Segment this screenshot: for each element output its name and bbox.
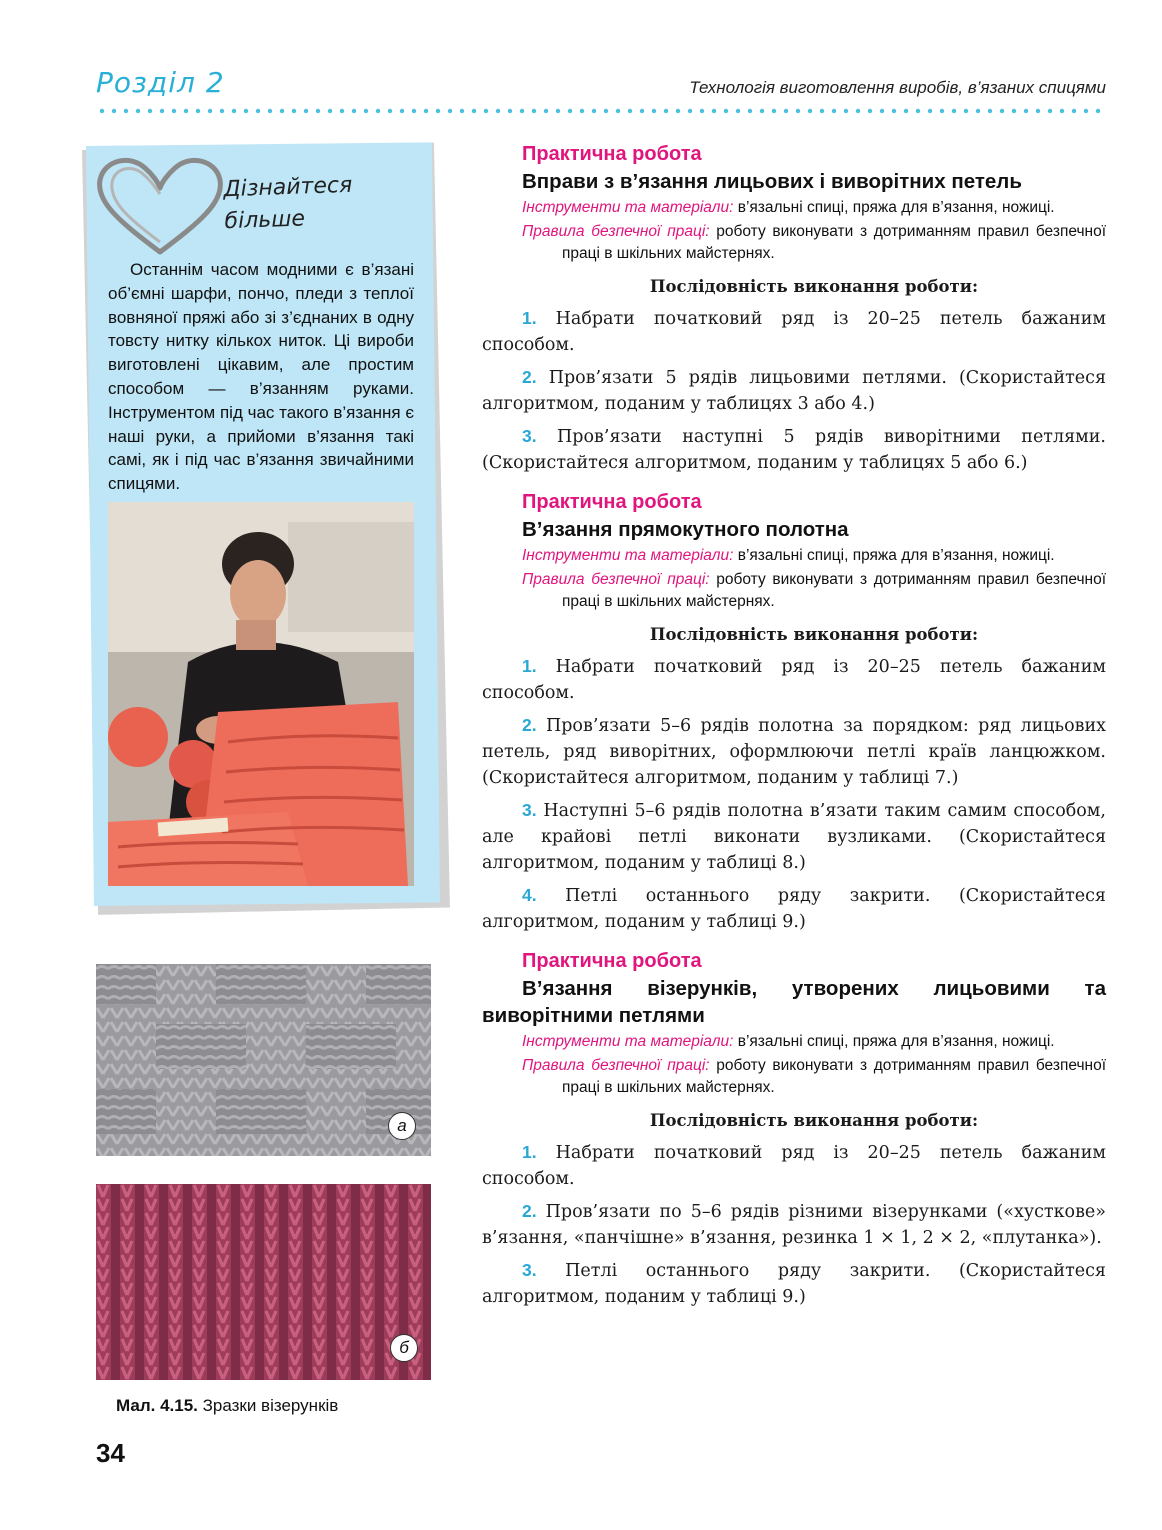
step-text: Пров’язати 5 рядів лицьовими петлями. (Скористайтеся алгоритмом, поданим у таблицях 3 або 4.) bbox=[482, 368, 1106, 414]
step-number: 1. bbox=[522, 1142, 537, 1162]
safety-line bbox=[482, 221, 1106, 265]
step-item bbox=[482, 712, 1106, 791]
practical-work-title: В’язання прямокутного полотна bbox=[522, 518, 849, 541]
learn-more-title bbox=[223, 170, 354, 238]
step-number: 3. bbox=[522, 426, 537, 446]
tools-line bbox=[482, 1031, 1106, 1053]
figure-caption-number: Мал. 4.15. bbox=[116, 1396, 198, 1415]
hand-knitting-photo bbox=[108, 502, 414, 886]
figure-b-rib-pattern bbox=[96, 1184, 431, 1380]
practical-work-label: Практична робота bbox=[522, 143, 702, 165]
tools-label: Інструменти та матеріали: bbox=[522, 199, 734, 216]
heart-paperclip-icon bbox=[90, 150, 230, 260]
sidebar-paragraph: Останнім часом модними є в’язані об’ємні шарфи, пончо, пледи з теплої вовняної пряжі або зі з’єднаних в одну товсту нитку кількох ниток. Ці вироби виготовлені цікавим, але простим способом — в’язанням руками. Інструментом під час такого в’язання є наші руки, а прийоми в’язання такі самі, як і під час в’язання звичайними спицями. bbox=[108, 260, 414, 494]
learn-more-title-line2: більше bbox=[224, 206, 306, 235]
step-number: 2. bbox=[522, 715, 537, 735]
step-item bbox=[482, 364, 1106, 417]
step-text: Пров’язати по 5–6 рядів різними візерунками («хусткове» в’язання, «панчішне» в’язання, резинка 1 × 1, 2 × 2, «плутанка»). bbox=[482, 1202, 1106, 1248]
tools-line bbox=[482, 197, 1106, 219]
safety-text: роботу виконувати з дотриманням правил безпечної праці в шкільних майстернях. bbox=[562, 571, 1107, 610]
tools-text: в’язальні спиці, пряжа для в’язання, ножиці. bbox=[737, 1033, 1055, 1050]
step-item bbox=[482, 653, 1106, 706]
sequence-heading: Послідовність виконання роботи: bbox=[649, 625, 979, 644]
header-dotted-divider bbox=[96, 108, 1106, 114]
step-item bbox=[482, 882, 1106, 935]
tools-label: Інструменти та матеріали: bbox=[522, 547, 734, 564]
step-item bbox=[482, 1198, 1106, 1251]
safety-line bbox=[482, 569, 1106, 613]
safety-label: Правила безпечної праці: bbox=[522, 571, 710, 588]
figure-a-label: а bbox=[388, 1112, 416, 1140]
step-text: Набрати початковий ряд із 20–25 петель бажаним способом. bbox=[482, 1143, 1106, 1189]
step-text: Пров’язати наступні 5 рядів виворітними петлями. (Скористайтеся алгоритмом, поданим у таблицях 5 або 6.) bbox=[482, 427, 1106, 473]
practical-work-title: В’язання візерунків, утворених лицьовими та виворітними петлями bbox=[482, 977, 1106, 1027]
tools-text: в’язальні спиці, пряжа для в’язання, ножиці. bbox=[737, 547, 1055, 564]
step-item bbox=[482, 423, 1106, 476]
step-text: Петлі останнього ряду закрити. (Скористайтеся алгоритмом, поданим у таблиці 9.) bbox=[482, 1261, 1106, 1307]
tools-text: в’язальні спиці, пряжа для в’язання, ножиці. bbox=[737, 199, 1055, 216]
figure-caption bbox=[116, 1396, 338, 1416]
safety-line bbox=[482, 1055, 1106, 1099]
safety-text: роботу виконувати з дотриманням правил безпечної праці в шкільних майстернях. bbox=[562, 223, 1107, 262]
learn-more-title-line1: Дізнайтеся bbox=[223, 172, 353, 203]
step-number: 1. bbox=[522, 656, 537, 676]
figure-a-basketweave-pattern bbox=[96, 964, 431, 1156]
main-column bbox=[482, 140, 1106, 1322]
practical-work-title: Вправи з в’язання лицьових і виворітних петель bbox=[522, 170, 1022, 193]
step-text: Пров’язати 5–6 рядів полотна за порядком: ряд лицьових петель, ряд виворітних, оформлюючи петлі країв ланцюжком. (Скористайтеся алгоритмом, поданим у таблиці 7.) bbox=[482, 716, 1106, 788]
practical-work-label: Практична робота bbox=[522, 950, 702, 972]
sequence-heading: Послідовність виконання роботи: bbox=[649, 1111, 979, 1130]
step-number: 2. bbox=[522, 367, 537, 387]
figure-b-label: б bbox=[390, 1334, 418, 1362]
figure-caption-text: Зразки візерунків bbox=[197, 1396, 339, 1415]
chapter-title: Розділ 2 bbox=[96, 66, 225, 99]
running-head: Технологія виготовлення виробів, в’язаних спицями bbox=[689, 78, 1106, 97]
step-text: Наступні 5–6 рядів полотна в’язати таким самим способом, але крайові петлі виконати вузликами. (Скористайтеся алгоритмом, поданим у таблиці 8.) bbox=[482, 801, 1106, 873]
practical-work-1 bbox=[482, 140, 1106, 476]
sequence-heading: Послідовність виконання роботи: bbox=[649, 277, 979, 296]
safety-text: роботу виконувати з дотриманням правил безпечної праці в шкільних майстернях. bbox=[562, 1057, 1107, 1096]
step-item bbox=[482, 305, 1106, 358]
step-number: 3. bbox=[522, 800, 537, 820]
safety-label: Правила безпечної праці: bbox=[522, 223, 710, 240]
step-item bbox=[482, 1139, 1106, 1192]
safety-label: Правила безпечної праці: bbox=[522, 1057, 710, 1074]
practical-work-label: Практична робота bbox=[522, 491, 702, 513]
step-text: Петлі останнього ряду закрити. (Скористайтеся алгоритмом, поданим у таблиці 9.) bbox=[482, 886, 1106, 932]
tools-label: Інструменти та матеріали: bbox=[522, 1033, 734, 1050]
page-number: 34 bbox=[96, 1438, 125, 1468]
tools-line bbox=[482, 545, 1106, 567]
practical-work-3 bbox=[482, 947, 1106, 1310]
step-number: 1. bbox=[522, 308, 537, 328]
step-text: Набрати початковий ряд із 20–25 петель бажаним способом. bbox=[482, 657, 1106, 703]
practical-work-2 bbox=[482, 488, 1106, 935]
step-number: 3. bbox=[522, 1260, 537, 1280]
step-text: Набрати початковий ряд із 20–25 петель бажаним способом. bbox=[482, 309, 1106, 355]
step-number: 4. bbox=[522, 885, 537, 905]
step-item bbox=[482, 1257, 1106, 1310]
step-item bbox=[482, 797, 1106, 876]
step-number: 2. bbox=[522, 1201, 537, 1221]
